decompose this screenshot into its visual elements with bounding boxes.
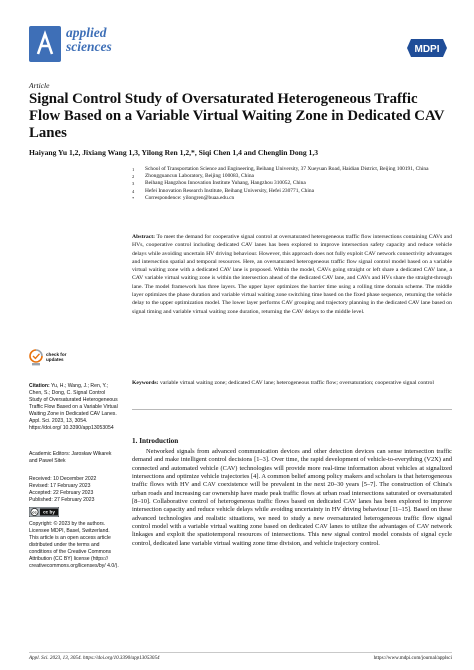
date-accepted: Accepted: 22 February 2023 xyxy=(29,490,94,496)
footer-journal-link[interactable]: https://www.mdpi.com/journal/applsci xyxy=(373,655,452,661)
affiliation-item xyxy=(132,188,452,195)
keywords-text: variable virtual waiting zone; dedicated CAV lane; heterogeneous traffic flow; oversaturation; cooperative signal control xyxy=(159,380,434,386)
affiliation-item xyxy=(132,173,452,180)
divider xyxy=(132,409,452,410)
affiliation-mark: 1 xyxy=(132,167,135,172)
affiliation-item xyxy=(132,195,452,202)
svg-text:cc: cc xyxy=(32,509,37,515)
affiliation-mark: 2 xyxy=(132,174,135,180)
mdpi-logo-text: MDPI xyxy=(414,44,440,55)
keywords-label: Keywords: xyxy=(132,380,159,386)
journal-name[interactable]: applied sciences xyxy=(66,25,112,54)
intro-paragraph: Networked signals from advanced communication devices and other detection devices can sense intersection traffic demand and make intelligent control decisions [1–3]. Over time, the rapid development of vehicle-to-everything (V2X) and connected and automated vehicle (CAV) technologies will provide more real-time information about vehicles at signalized intersections and optimize vehicle trajectories [4]. A common belief among policy makers and scholars is that heterogeneous traffic flows with HV and CAV coexistence will be prevalent in the next 20–30 years [5–7]. The construction of China's urban roads and increasing car ownership have made peak traffic flows at urban road intersections saturated or oversaturated [8–10]. Collaborative control of heterogeneous traffic flows based on dedicated CAV lanes has been explored to improve intersection capacity and reduce vehicle delays while avoiding uncertainty in HV driving behaviour [11–15]. Based on these advanced technologies and realistic situations, we need to study a new oversaturated heterogeneous traffic flow signal control model with a variable virtual waiting zone based on dedicated CAV lanes to utilize the advantages of CAV network linkages and exploit the spatiotemporal resources of intersections. This new signal control model consists of signal cycle control, dedicated lane variable virtual waiting zone time division, and vehicle trajectory control. xyxy=(132,448,452,547)
citation-label: Citation: xyxy=(29,383,50,389)
affiliation-item xyxy=(132,180,452,187)
check-updates-icon xyxy=(29,349,43,366)
affiliation-item xyxy=(132,166,452,173)
publication-dates xyxy=(29,476,119,504)
article-type: Article xyxy=(29,81,50,90)
footer-citation: Appl. Sci. 2023, 13, 3054. https://doi.org/10.3390/app13053054 xyxy=(29,655,160,661)
check-updates-line1: check for xyxy=(46,352,67,357)
cc-by-license-icon[interactable] xyxy=(29,507,59,517)
abstract-text: To meet the demand for cooperative signal control at oversaturated heterogeneous traffic flow intersections containing CAVs and HVs, cooperative control including dedicated CAV lanes has been explored to improve intersection safety capacity and reduce vehicle delays while avoiding uncertain HV driving behaviour. However, this approach does not fully exploit CAV network connectivity advantages and intersection spatial and temporal resources. Here, an oversaturated heterogeneous traffic flow signal control model based on a variable virtual waiting zone with a dedicated CAV lane is proposed. Within the model, CAVs going straight or left share a dedicated CAV lane, a CAV variable virtual waiting zone is within the intersection ahead of the dedicated CAV lane, and CAVs and HVs share the straight-through lane. The model framework has three layers. The upper layer optimizes the barrier time using a rolling time domain scheme. The middle layer optimizes the phase duration and variable virtual waiting zone switching time based on the fixed phase sequence, returning the vehicle delay to the upper optimization model. The lower layer performs CAV grouping and trajectory planning in the dedicated CAV lane based on signal timing and variable virtual waiting zone duration, returning the CAV delays to the middle level. xyxy=(132,234,453,315)
affiliation-mark: * xyxy=(132,195,135,201)
journal-logo-icon xyxy=(29,26,61,62)
check-updates-line2: updates xyxy=(46,357,64,363)
section-heading: 1. Introduction xyxy=(132,437,179,445)
affiliation-list xyxy=(132,166,452,202)
citation xyxy=(29,383,119,432)
date-published: Published: 27 February 2023 xyxy=(29,497,95,503)
author-list: Haiyang Yu 1,2, Jixiang Wang 1,3, Yilong Ren 1,2,*, Siqi Chen 1,4 and Chenglin Dong 1,3 xyxy=(29,148,319,157)
date-revised: Revised: 17 February 2023 xyxy=(29,483,91,489)
affiliation-text: Correspondence: yilongren@buaa.edu.cn xyxy=(145,194,235,201)
copyright-notice: Copyright: © 2023 by the authors. Licensee MDPI, Basel, Switzerland. This article is an open access article distributed under the terms and conditions of the Creative Commons Attribution (CC BY) license (https:// creativecommons.org/licenses/by/ 4.0/). xyxy=(29,521,119,569)
affiliation-text: School of Transportation Science and Engineering, Beihang University, 37 Xueyuan Road, Haidian District, Beijing 100191, China xyxy=(145,166,429,172)
affiliation-text: Beihang Hangzhou Innovation Institute Yuhang, Hangzhou 310052, China xyxy=(145,180,306,187)
cc-badge-text: cc by xyxy=(43,509,55,515)
footer-divider xyxy=(29,652,452,653)
academic-editors: Academic Editors: Jarosław Wikarek and Paweł Sitek xyxy=(29,451,112,464)
article-title: Signal Control Study of Oversaturated Heterogeneous Traffic Flow Based on a Variable Virtual Waiting Zone in Dedicated CAV Lanes xyxy=(29,91,445,141)
citation-text: Yu, H.; Wang, J.; Ren, Y.; Chen, S.; Dong, C. Signal Control Study of Oversaturated Heterogeneous Traffic Flow Based on a Variable Virtual Waiting Zone in Dedicated CAV Lanes. Appl. Sci. 2023, 13, 3054. https://doi.org/ 10.3390/app13053054 xyxy=(29,383,118,431)
date-received: Received: 10 December 2022 xyxy=(29,476,97,482)
affiliation-text: Zhongguancun Laboratory, Beijing 100083, China xyxy=(145,173,254,180)
affiliation-mark: 4 xyxy=(132,188,135,194)
keywords xyxy=(132,379,452,387)
abstract xyxy=(132,233,452,316)
mdpi-logo[interactable] xyxy=(407,39,447,57)
abstract-label: Abstract: xyxy=(132,234,156,240)
affiliation-text: Hefei Innovation Research Institute, Beihang University, Hefei 230771, China xyxy=(145,187,314,194)
affiliation-mark: 3 xyxy=(132,181,135,187)
